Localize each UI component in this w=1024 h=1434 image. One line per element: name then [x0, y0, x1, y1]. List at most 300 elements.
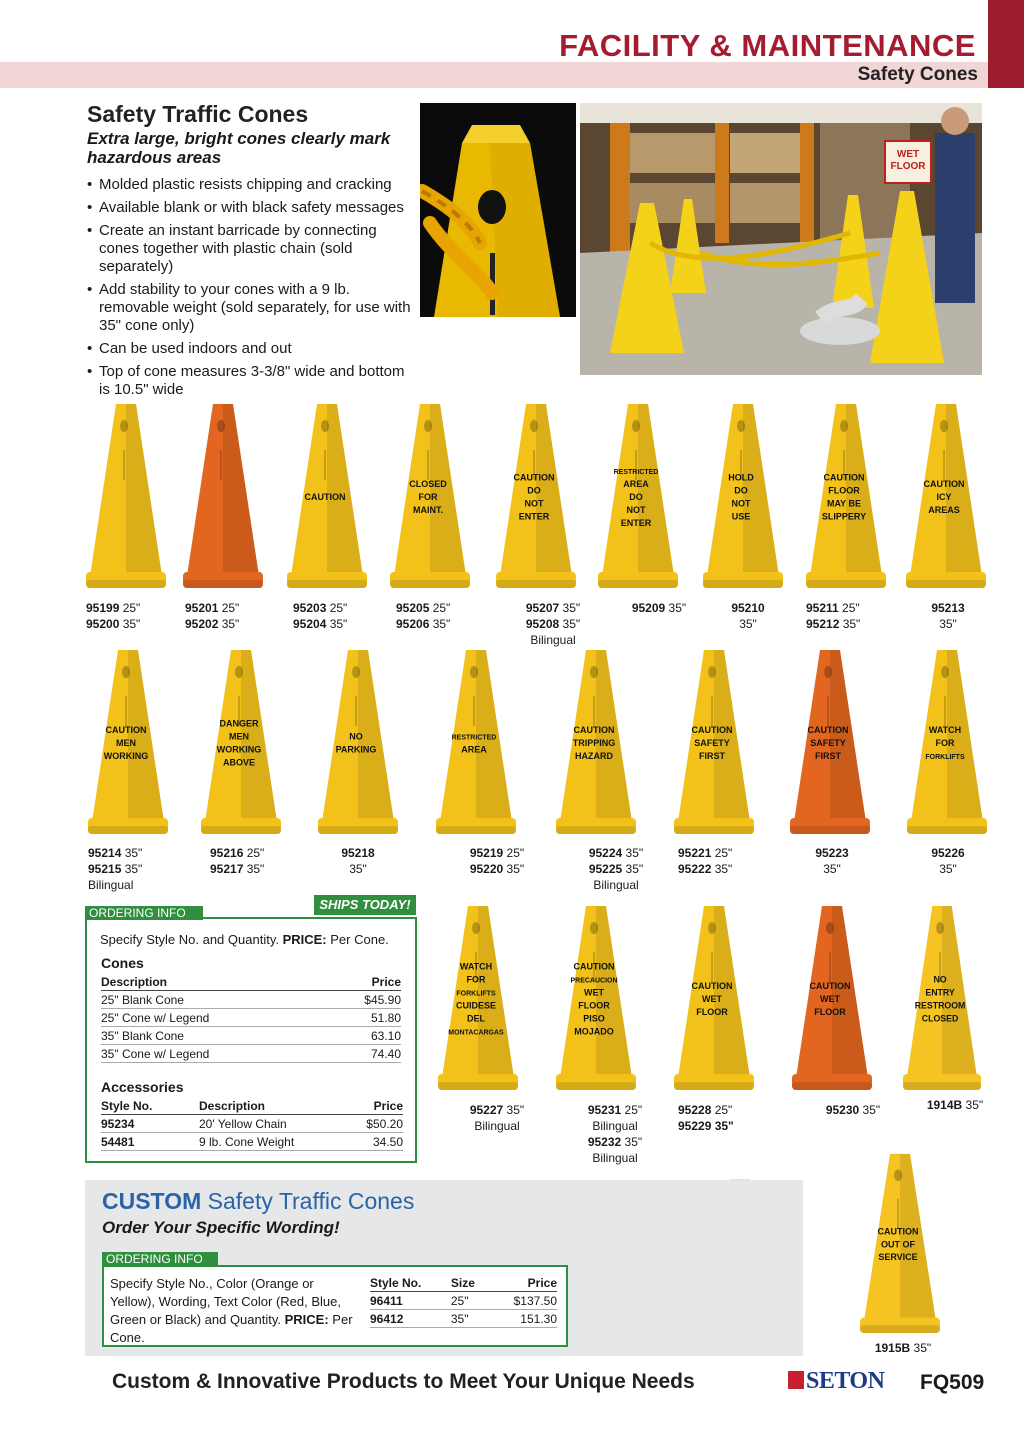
cone-caption	[185, 600, 295, 632]
cone-legend-text: OUT OF	[881, 1239, 915, 1250]
cone-handle-hole	[472, 922, 480, 934]
style-number: 95208	[525, 617, 560, 631]
cone-base-shade	[183, 580, 263, 588]
column-header: Description	[199, 1097, 346, 1115]
cone-legend-text: MEN	[116, 738, 136, 748]
cone-shade	[223, 404, 259, 576]
cone-legend-text: CUIDESE	[455, 1000, 497, 1011]
ships-today-badge: SHIPS TODAY!	[314, 895, 416, 915]
cone-legend-text: USE	[731, 511, 751, 522]
header-band	[0, 62, 988, 88]
cones-price-section	[101, 955, 401, 1063]
cone-legend-text: WORKING	[103, 751, 149, 761]
column-header: Size	[451, 1274, 489, 1292]
caption-line	[777, 845, 887, 861]
cone-caption	[900, 1097, 1010, 1113]
cone-caption	[88, 845, 198, 893]
cone-handle-hole	[590, 666, 598, 678]
cone-legend-text: ABOVE	[222, 757, 256, 768]
accessories-table	[101, 1097, 403, 1151]
caption-line	[498, 616, 608, 632]
cone-legend-text: CAUTION	[809, 981, 851, 991]
cone-handle-hole	[708, 922, 716, 934]
caption-line	[900, 1097, 1010, 1113]
cone-shade	[638, 404, 674, 576]
cone-legend-text: PARKING	[335, 744, 377, 755]
style-number: 95215	[88, 862, 122, 876]
table-row: 25" Blank Cone $45.90	[101, 991, 401, 1009]
caption-line	[86, 600, 196, 616]
cone-image	[860, 1150, 940, 1335]
cone-handle-hole	[826, 922, 834, 934]
cone-legend-text: MAINT.	[413, 505, 443, 515]
style-number: 95211	[806, 601, 839, 615]
cone-shade	[946, 404, 982, 576]
cone-legend-text: FOR	[418, 492, 438, 502]
cone-base-shade	[903, 1082, 981, 1090]
cone-base-shade	[907, 826, 987, 834]
style-number: 1915B	[874, 1341, 911, 1355]
caption-line	[303, 845, 413, 861]
caption-line	[693, 616, 803, 632]
cone-base-shade	[598, 580, 678, 588]
table-row: 54481 9 lb. Cone Weight 34.50	[101, 1133, 403, 1151]
cone-shade	[947, 650, 983, 822]
style-number: 95224	[588, 846, 623, 860]
caption-line	[560, 1134, 670, 1150]
caption-line	[678, 1102, 788, 1118]
cone-base-shade	[438, 1082, 518, 1090]
table-row: 95234 20' Yellow Chain $50.20	[101, 1115, 403, 1133]
style-number: 95202	[185, 617, 219, 631]
cone-handle-hole	[217, 420, 225, 432]
cone-caption	[798, 1102, 908, 1118]
feature-item: • Top of cone measures 3-3/8" wide and bottom is 10.5" wide	[87, 363, 417, 399]
caption-line	[893, 616, 1003, 632]
cone-legend-text: FLOOR	[696, 1007, 728, 1017]
caption-line	[185, 600, 295, 616]
accessories-heading: Accessories	[101, 1079, 184, 1095]
caption-line	[893, 600, 1003, 616]
style-number: 95214	[88, 846, 122, 860]
size-text: 35"	[503, 862, 525, 876]
table-row: 25" Cone w/ Legend 51.80	[101, 1009, 401, 1027]
caption-line	[560, 1102, 670, 1118]
caption-line	[86, 616, 196, 632]
cone-base-shade	[674, 1082, 754, 1090]
cone-base-shade	[556, 1082, 636, 1090]
cone-handle-hole	[941, 666, 949, 678]
cone-legend-text: AREAS	[928, 505, 960, 515]
cone-shade	[596, 650, 632, 822]
cone-legend-text: DO	[734, 485, 748, 496]
cone-shade	[832, 906, 868, 1078]
cone-legend-text: MEN	[229, 731, 249, 742]
size-text: 35"	[739, 617, 757, 631]
cone-shade	[714, 650, 750, 822]
cone-caption	[86, 600, 196, 632]
cone-handle-hole	[840, 420, 848, 432]
cone-image	[390, 400, 470, 590]
table-row: 96411 25" $137.50	[370, 1292, 557, 1310]
cone-legend-text: CLOSED	[921, 1013, 959, 1024]
cone-base-shade	[88, 826, 168, 834]
size-text: 35"	[859, 1103, 881, 1117]
page-number: FQ509	[920, 1371, 985, 1394]
cone-legend-text: PRECAUCION	[570, 977, 618, 985]
seton-logo: SETON	[788, 1368, 884, 1395]
style-number: 95209	[631, 601, 666, 615]
cone-legend-text: WATCH	[928, 725, 962, 735]
cone-base-shade	[390, 580, 470, 588]
caption-line	[560, 1118, 670, 1134]
cone-base-shade	[674, 826, 754, 834]
cone-caption	[442, 845, 552, 877]
size-text: 25"	[621, 1103, 643, 1117]
cone-legend-text: NO	[349, 731, 363, 742]
footer-slogan: Custom & Innovative Products to Meet Your Unique Needs	[112, 1370, 695, 1393]
size-text: Bilingual	[530, 633, 576, 647]
caption-line	[678, 845, 788, 861]
size-text: 35"	[559, 601, 581, 615]
style-number: 95212	[806, 617, 840, 631]
cone-legend-text: MAY BE	[826, 498, 862, 509]
cone-handle-hole	[940, 420, 948, 432]
caption-line	[798, 1102, 908, 1118]
size-text: 35"	[429, 617, 451, 631]
caption-line	[185, 616, 295, 632]
cone-legend-text: DEL	[467, 1013, 485, 1024]
caption-line	[442, 1118, 552, 1134]
cone-shade	[536, 404, 572, 576]
feature-item: • Available blank or with black safety messages	[87, 199, 417, 217]
size-text: Bilingual	[592, 1119, 638, 1133]
size-text: 35"	[622, 862, 644, 876]
cones-price-table	[101, 973, 401, 1063]
cone-legend-text: ENTER	[620, 518, 652, 528]
cone-caption	[498, 600, 608, 648]
cone-legend-text: RESTROOM	[914, 1000, 966, 1011]
product-title: Safety Traffic Cones	[87, 101, 309, 127]
size-text: 35"	[559, 617, 581, 631]
column-header: Style No.	[101, 1097, 199, 1115]
size-text: 35"	[218, 617, 240, 631]
cone-image	[88, 646, 168, 836]
cone-image	[907, 646, 987, 836]
cone-caption	[678, 845, 788, 877]
feature-item: • Can be used indoors and out	[87, 340, 417, 358]
caption-line	[396, 616, 506, 632]
table-row: 96412 35" 151.30	[370, 1310, 557, 1328]
cone-handle-hole	[120, 420, 128, 432]
size-text: Bilingual	[593, 878, 639, 892]
cone-handle-hole	[894, 1169, 902, 1181]
column-header: Description	[101, 973, 325, 991]
cone-legend-text: HOLD	[728, 472, 754, 483]
cone-legend-text: FOR	[466, 974, 486, 985]
cone-handle-hole	[590, 922, 598, 934]
cone-legend-text: CAUTION	[807, 725, 849, 735]
cone-legend-text: FOR	[935, 738, 955, 748]
cone-legend-text: PISO	[583, 1013, 605, 1024]
cone-base-shade	[556, 826, 636, 834]
cone-legend-text: AREA	[461, 744, 487, 755]
cone-legend-text: SLIPPERY	[821, 511, 867, 522]
size-text: Bilingual	[592, 1151, 638, 1165]
cone-legend-text: SAFETY	[694, 738, 730, 748]
caption-line	[442, 861, 552, 877]
cone-caption	[560, 1102, 670, 1166]
wet-floor-sign-line2: FLOOR	[890, 161, 926, 172]
cone-legend-text: CAUTION	[304, 492, 346, 502]
feature-item: • Create an instant barricade by connecting cones together with plastic chain (sold separately)	[87, 222, 417, 276]
cone-caption	[442, 1102, 552, 1134]
caption-line	[560, 1150, 670, 1166]
cone-legend-text: WET	[584, 987, 604, 998]
cone-handle-hole	[424, 420, 432, 432]
style-number: 95217	[210, 862, 244, 876]
cone-base-shade	[201, 826, 281, 834]
cone-image	[287, 400, 367, 590]
style-number: 1914B	[926, 1098, 963, 1112]
size-text: 35"	[503, 1103, 525, 1117]
cone-shade	[714, 906, 750, 1078]
cone-legend-text: NOT	[731, 498, 751, 509]
style-number: 95226	[931, 846, 965, 860]
caption-line	[442, 1102, 552, 1118]
style-number: 95220	[469, 862, 504, 876]
cone-handle-hole	[470, 666, 478, 678]
size-text: 35"	[622, 846, 644, 860]
column-header: Price	[489, 1274, 557, 1292]
cone-image	[674, 902, 754, 1092]
caption-line	[561, 861, 671, 877]
cone-legend-text: AREA	[623, 479, 649, 489]
seton-logo-mark	[788, 1371, 804, 1389]
cone-legend-text: FIRST	[815, 751, 841, 761]
cone-legend-text: NOT	[524, 498, 544, 509]
caption-line	[561, 845, 671, 861]
cone-caption	[561, 845, 671, 893]
cone-legend-text: RESTRICTED	[613, 469, 659, 476]
caption-line	[848, 1340, 958, 1356]
cone-base-shade	[860, 1325, 940, 1333]
cone-legend-text: FIRST	[699, 751, 725, 761]
warehouse-photo	[580, 103, 982, 375]
cone-shade	[128, 650, 164, 822]
caption-line	[678, 1118, 788, 1134]
cone-base-shade	[318, 826, 398, 834]
custom-title: CUSTOM Safety Traffic Cones	[102, 1188, 415, 1214]
caption-line	[678, 861, 788, 877]
cone-handle-hole	[122, 666, 130, 678]
cone-base-shade	[790, 826, 870, 834]
style-number: 95210	[731, 601, 765, 615]
column-header: Style No.	[370, 1274, 451, 1292]
caption-line	[893, 861, 1003, 877]
cone-image	[703, 400, 783, 590]
product-tagline: Extra large, bright cones clearly mark hazardous areas	[87, 129, 391, 167]
table-row: 35" Cone w/ Legend 74.40	[101, 1045, 401, 1063]
custom-ordering-tab: ORDERING INFO	[102, 1252, 218, 1266]
size-text: 35"	[910, 1341, 932, 1355]
ordering-instructions: Specify Style No. and Quantity. PRICE: Per Cone.	[100, 932, 389, 947]
cone-caption	[293, 600, 403, 632]
size-text: 35"	[665, 601, 687, 615]
custom-ordering-instructions: Specify Style No., Color (Orange or Yellow), Wording, Text Color (Red, Blue, Green or Black) and Quantity. PRICE: Per Cone.	[110, 1276, 353, 1345]
style-number: 95201	[185, 601, 219, 615]
cone-shade	[430, 404, 466, 576]
feature-item: • Molded plastic resists chipping and cracking	[87, 176, 417, 194]
style-number: 95230	[825, 1103, 860, 1117]
cone-legend-text: FLOOR	[828, 485, 860, 496]
size-text: 35"	[121, 846, 143, 860]
caption-line	[293, 616, 403, 632]
cone-legend-text: FORKLIFTS	[456, 990, 496, 998]
cone-image	[598, 400, 678, 590]
cone-base-shade	[287, 580, 367, 588]
cone-legend-text: NOT	[626, 505, 646, 515]
table-row: 35" Blank Cone 63.10	[101, 1027, 401, 1045]
cone-legend-text: FLOOR	[578, 1000, 610, 1011]
cone-handle-hole	[632, 420, 640, 432]
size-text: 35"	[939, 862, 957, 876]
cone-caption	[893, 845, 1003, 877]
cone-legend-text: MONTACARGAS	[448, 1029, 504, 1037]
cone-image	[318, 646, 398, 836]
cone-image	[86, 400, 166, 590]
cone-legend-text: CAUTION	[691, 725, 733, 735]
cone-legend-text: DO	[629, 492, 643, 502]
accessories-section	[101, 1079, 403, 1151]
cone-legend-text: DANGER	[219, 718, 259, 729]
size-text: 35"	[326, 617, 348, 631]
caption-line	[293, 600, 403, 616]
cone-shade	[900, 1154, 936, 1321]
cone-legend-text: ENTER	[518, 511, 550, 522]
size-text: 35"	[119, 617, 141, 631]
cone-legend-text: CAUTION	[923, 479, 965, 489]
cone-legend-text: WORKING	[216, 744, 262, 755]
caption-line	[693, 600, 803, 616]
style-number: 95222	[678, 862, 712, 876]
cone-caption	[777, 845, 887, 877]
style-number: 95218	[341, 846, 375, 860]
cone-handle-hole	[352, 666, 360, 678]
cone-legend-text: WET	[702, 994, 722, 1004]
size-text: 35"	[243, 862, 265, 876]
cone-shade	[358, 650, 394, 822]
cone-image	[556, 646, 636, 836]
cone-shade	[743, 404, 779, 576]
cone-base-shade	[86, 580, 166, 588]
size-text: 35"	[939, 617, 957, 631]
caption-line	[396, 600, 506, 616]
size-text: 25"	[218, 601, 240, 615]
column-header: Price	[325, 973, 401, 991]
cone-legend-text: CAUTION	[691, 981, 733, 991]
style-number: 95225	[588, 862, 623, 876]
cone-caption	[678, 1102, 788, 1134]
cone-image	[556, 902, 636, 1092]
cone-legend-text: WATCH	[459, 961, 493, 972]
cone-handle-hole	[824, 666, 832, 678]
cone-base-shade	[703, 580, 783, 588]
cone-legend-text: DO	[527, 485, 541, 496]
cone-legend-text: ENTRY	[925, 987, 955, 998]
cone-handle-hole	[708, 666, 716, 678]
cone-shade	[830, 650, 866, 822]
cone-closeup-photo	[420, 103, 576, 317]
caption-line	[442, 845, 552, 861]
size-text: 35"	[839, 617, 861, 631]
cone-legend-text: RESTRICTED	[451, 734, 497, 742]
wet-floor-sign-line1: WET	[896, 149, 920, 160]
feature-list	[87, 176, 417, 404]
style-number: 95203	[293, 601, 327, 615]
caption-line	[777, 861, 887, 877]
cone-shade	[126, 404, 162, 576]
cone-legend-text: CLOSED	[409, 479, 447, 489]
size-text: 25"	[429, 601, 451, 615]
style-number: 95232	[587, 1135, 622, 1149]
cones-heading: Cones	[101, 955, 144, 971]
cone-legend-text: FORKLIFTS	[925, 754, 965, 761]
size-text: 25"	[243, 846, 265, 860]
style-number: 95205	[396, 601, 430, 615]
section-subtitle: Safety Cones	[857, 64, 978, 85]
cone-image	[906, 400, 986, 590]
cone-handle-hole	[936, 922, 944, 934]
cone-caption	[693, 600, 803, 632]
cone-handle-hole	[737, 420, 745, 432]
header-tab	[988, 0, 1024, 88]
style-number: 95223	[815, 846, 849, 860]
style-number: 95199	[86, 601, 120, 615]
size-text: 25"	[326, 601, 348, 615]
cone-legend-text: SAFETY	[810, 738, 846, 748]
column-header: Price	[346, 1097, 403, 1115]
size-text: 35"	[121, 862, 143, 876]
caption-line	[893, 845, 1003, 861]
caption-line	[498, 600, 608, 616]
cone-legend-text: SERVICE	[878, 1252, 918, 1262]
size-text: 25"	[838, 601, 860, 615]
cone-image	[436, 646, 516, 836]
caption-line	[303, 861, 413, 877]
cone-legend-text: MOJADO	[574, 1026, 614, 1037]
caption-line	[88, 877, 198, 893]
cone-handle-hole	[530, 420, 538, 432]
style-number: 95231	[587, 1103, 622, 1117]
cone-legend-text: CAUTION	[573, 961, 615, 972]
cone-image	[496, 400, 576, 590]
cone-caption	[396, 600, 506, 632]
section-title: FACILITY & MAINTENANCE	[559, 28, 976, 63]
style-number: 95204	[293, 617, 327, 631]
size-text: 35"	[823, 862, 841, 876]
cone-image	[674, 646, 754, 836]
cone-base-shade	[806, 580, 886, 588]
size-text: 25"	[711, 1103, 733, 1117]
size-text: Bilingual	[88, 878, 134, 892]
caption-line	[88, 845, 198, 861]
custom-subtitle: Order Your Specific Wording!	[102, 1218, 340, 1237]
cone-base-shade	[496, 580, 576, 588]
style-number: 95229 35"	[678, 1119, 734, 1133]
style-number: 95206	[396, 617, 430, 631]
size-text: 25"	[711, 846, 733, 860]
